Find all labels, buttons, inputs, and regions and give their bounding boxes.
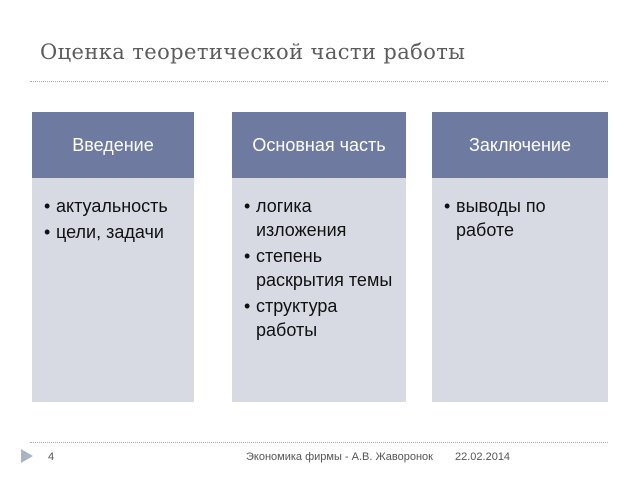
column-header: Введение	[32, 112, 194, 178]
bullet-dot-icon: •	[244, 246, 251, 266]
list-item	[444, 194, 600, 242]
column-header: Основная часть	[232, 112, 406, 178]
slide-marker-triangle-icon	[21, 449, 33, 463]
bullet-text: степень раскрытия темы	[256, 246, 393, 290]
bullet-dot-icon: •	[244, 296, 251, 316]
footer-date: 22.02.2014	[455, 451, 511, 463]
bullet-dot-icon: •	[444, 196, 451, 216]
slide-title: Оценка теоретической части работы	[40, 40, 466, 64]
list-item	[244, 244, 398, 292]
title-divider	[30, 81, 608, 82]
bullet-text: структура работы	[256, 296, 338, 340]
footer-divider	[30, 442, 608, 443]
bullet-text: актуальность	[56, 196, 168, 216]
column-conclusion	[432, 112, 608, 402]
column-body	[432, 178, 608, 402]
list-item	[244, 294, 398, 342]
list-item	[244, 194, 398, 242]
column-body	[232, 178, 406, 402]
column-header: Заключение	[432, 112, 608, 178]
list-item	[44, 220, 186, 244]
bullet-text: цели, задачи	[56, 222, 164, 242]
bullet-dot-icon: •	[244, 196, 251, 216]
slide-number: 4	[48, 451, 55, 463]
column-introduction	[32, 112, 194, 402]
column-main-part	[232, 112, 406, 402]
bullet-dot-icon: •	[44, 196, 51, 216]
list-item	[44, 194, 186, 218]
bullet-text: логика изложения	[256, 196, 347, 240]
bullet-dot-icon: •	[44, 222, 51, 242]
bullet-text: выводы по работе	[456, 196, 546, 240]
column-body	[32, 178, 194, 402]
footer-text: Экономика фирмы - А.В. Жаворонок	[246, 451, 433, 463]
